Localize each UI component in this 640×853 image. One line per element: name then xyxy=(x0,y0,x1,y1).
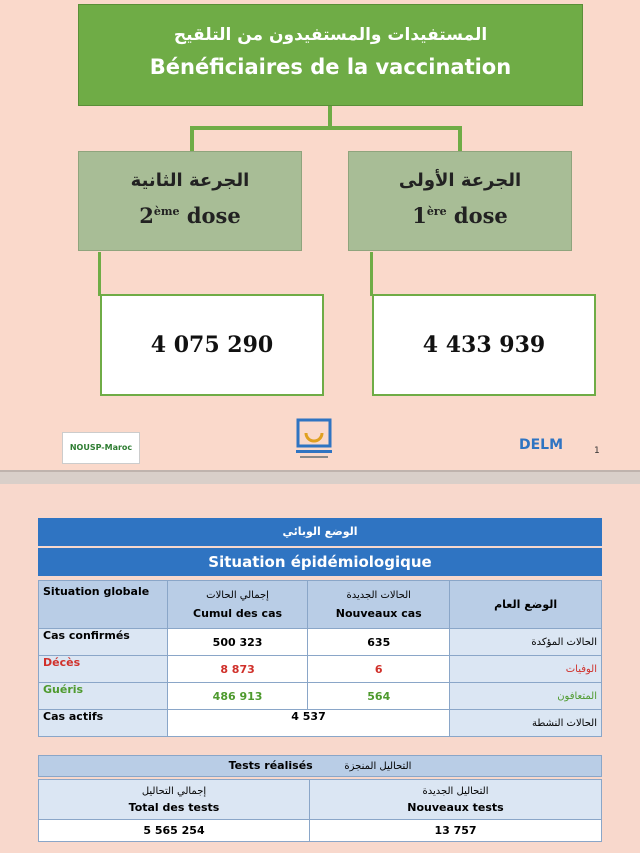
table-row-deaths xyxy=(39,656,602,683)
dose1-label-french: 1ère dose xyxy=(412,203,508,228)
vaccination-title-box xyxy=(78,4,583,106)
tests-title-bar xyxy=(38,755,602,777)
tests-table xyxy=(38,779,602,842)
row-cumul: 486 913 xyxy=(167,683,307,710)
header-situation-ar: الوضع العام xyxy=(450,581,602,629)
connector-left xyxy=(190,126,194,152)
row-label-ar: المتعافون xyxy=(450,683,602,710)
situation-table xyxy=(38,580,602,737)
connector-horizontal xyxy=(190,126,462,130)
header-situation-globale: Situation globale xyxy=(39,581,168,629)
row-label-fr: Cas confirmés xyxy=(39,629,168,656)
page-divider xyxy=(0,470,640,484)
delm-logo: DELM xyxy=(518,437,564,453)
row-label-ar: الوفيات xyxy=(450,656,602,683)
table-row-recovered xyxy=(39,683,602,710)
row-new: 564 xyxy=(308,683,450,710)
total-tests-value: 5 565 254 xyxy=(39,820,310,842)
dose2-value: 4 075 290 xyxy=(100,294,324,396)
tests-title-fr: Tests réalisés xyxy=(228,759,313,772)
row-new: 635 xyxy=(308,629,450,656)
table-row-active xyxy=(39,710,602,737)
new-tests-value: 13 757 xyxy=(310,820,602,842)
nousp-logo: NOUSP-Maroc xyxy=(62,432,140,464)
dose2-label-arabic: الجرعة الثانية xyxy=(130,170,250,191)
row-label-fr: Guéris xyxy=(39,683,168,710)
situation-title-french: Situation épidémiologique xyxy=(38,548,602,576)
row-cumul: 500 323 xyxy=(167,629,307,656)
header-total-tests: إجمالي التحاليل Total des tests xyxy=(39,780,310,820)
row-label-fr: Cas actifs xyxy=(39,710,168,737)
row-cumul: 8 873 xyxy=(167,656,307,683)
tests-title-ar: التحاليل المنجزة xyxy=(344,761,412,772)
row-label-ar: الحالات المؤكدة xyxy=(450,629,602,656)
tests-value-row xyxy=(39,820,602,842)
title-french: Bénéficiaires de la vaccination xyxy=(149,55,512,79)
ministry-logo xyxy=(292,418,336,464)
row-new: 6 xyxy=(308,656,450,683)
header-cumul: إجمالي الحالات Cumul des cas xyxy=(167,581,307,629)
title-arabic: المستفيدات والمستفيدون من التلقيح xyxy=(173,25,488,45)
row-label-ar: الحالات النشطة xyxy=(450,710,602,737)
dose2-label-french: 2ème dose xyxy=(139,203,241,228)
connector-vertical xyxy=(328,106,332,128)
dose1-value: 4 433 939 xyxy=(372,294,596,396)
dose1-label-arabic: الجرعة الأولى xyxy=(398,170,522,191)
dose2-box xyxy=(78,151,302,251)
situation-header-row xyxy=(39,581,602,629)
connector-right xyxy=(458,126,462,152)
page-number: 1 xyxy=(594,446,600,456)
connector-dose1 xyxy=(370,252,373,296)
situation-title-arabic: الوضع الوبائي xyxy=(38,518,602,546)
header-nouveaux: الحالات الجديدة Nouveaux cas xyxy=(308,581,450,629)
tests-header-row xyxy=(39,780,602,820)
row-active-value: 4 537 xyxy=(167,710,449,737)
table-row-confirmed xyxy=(39,629,602,656)
connector-dose2 xyxy=(98,252,101,296)
row-label-fr: Décès xyxy=(39,656,168,683)
dose1-box xyxy=(348,151,572,251)
header-new-tests: التحاليل الجديدة Nouveaux tests xyxy=(310,780,602,820)
